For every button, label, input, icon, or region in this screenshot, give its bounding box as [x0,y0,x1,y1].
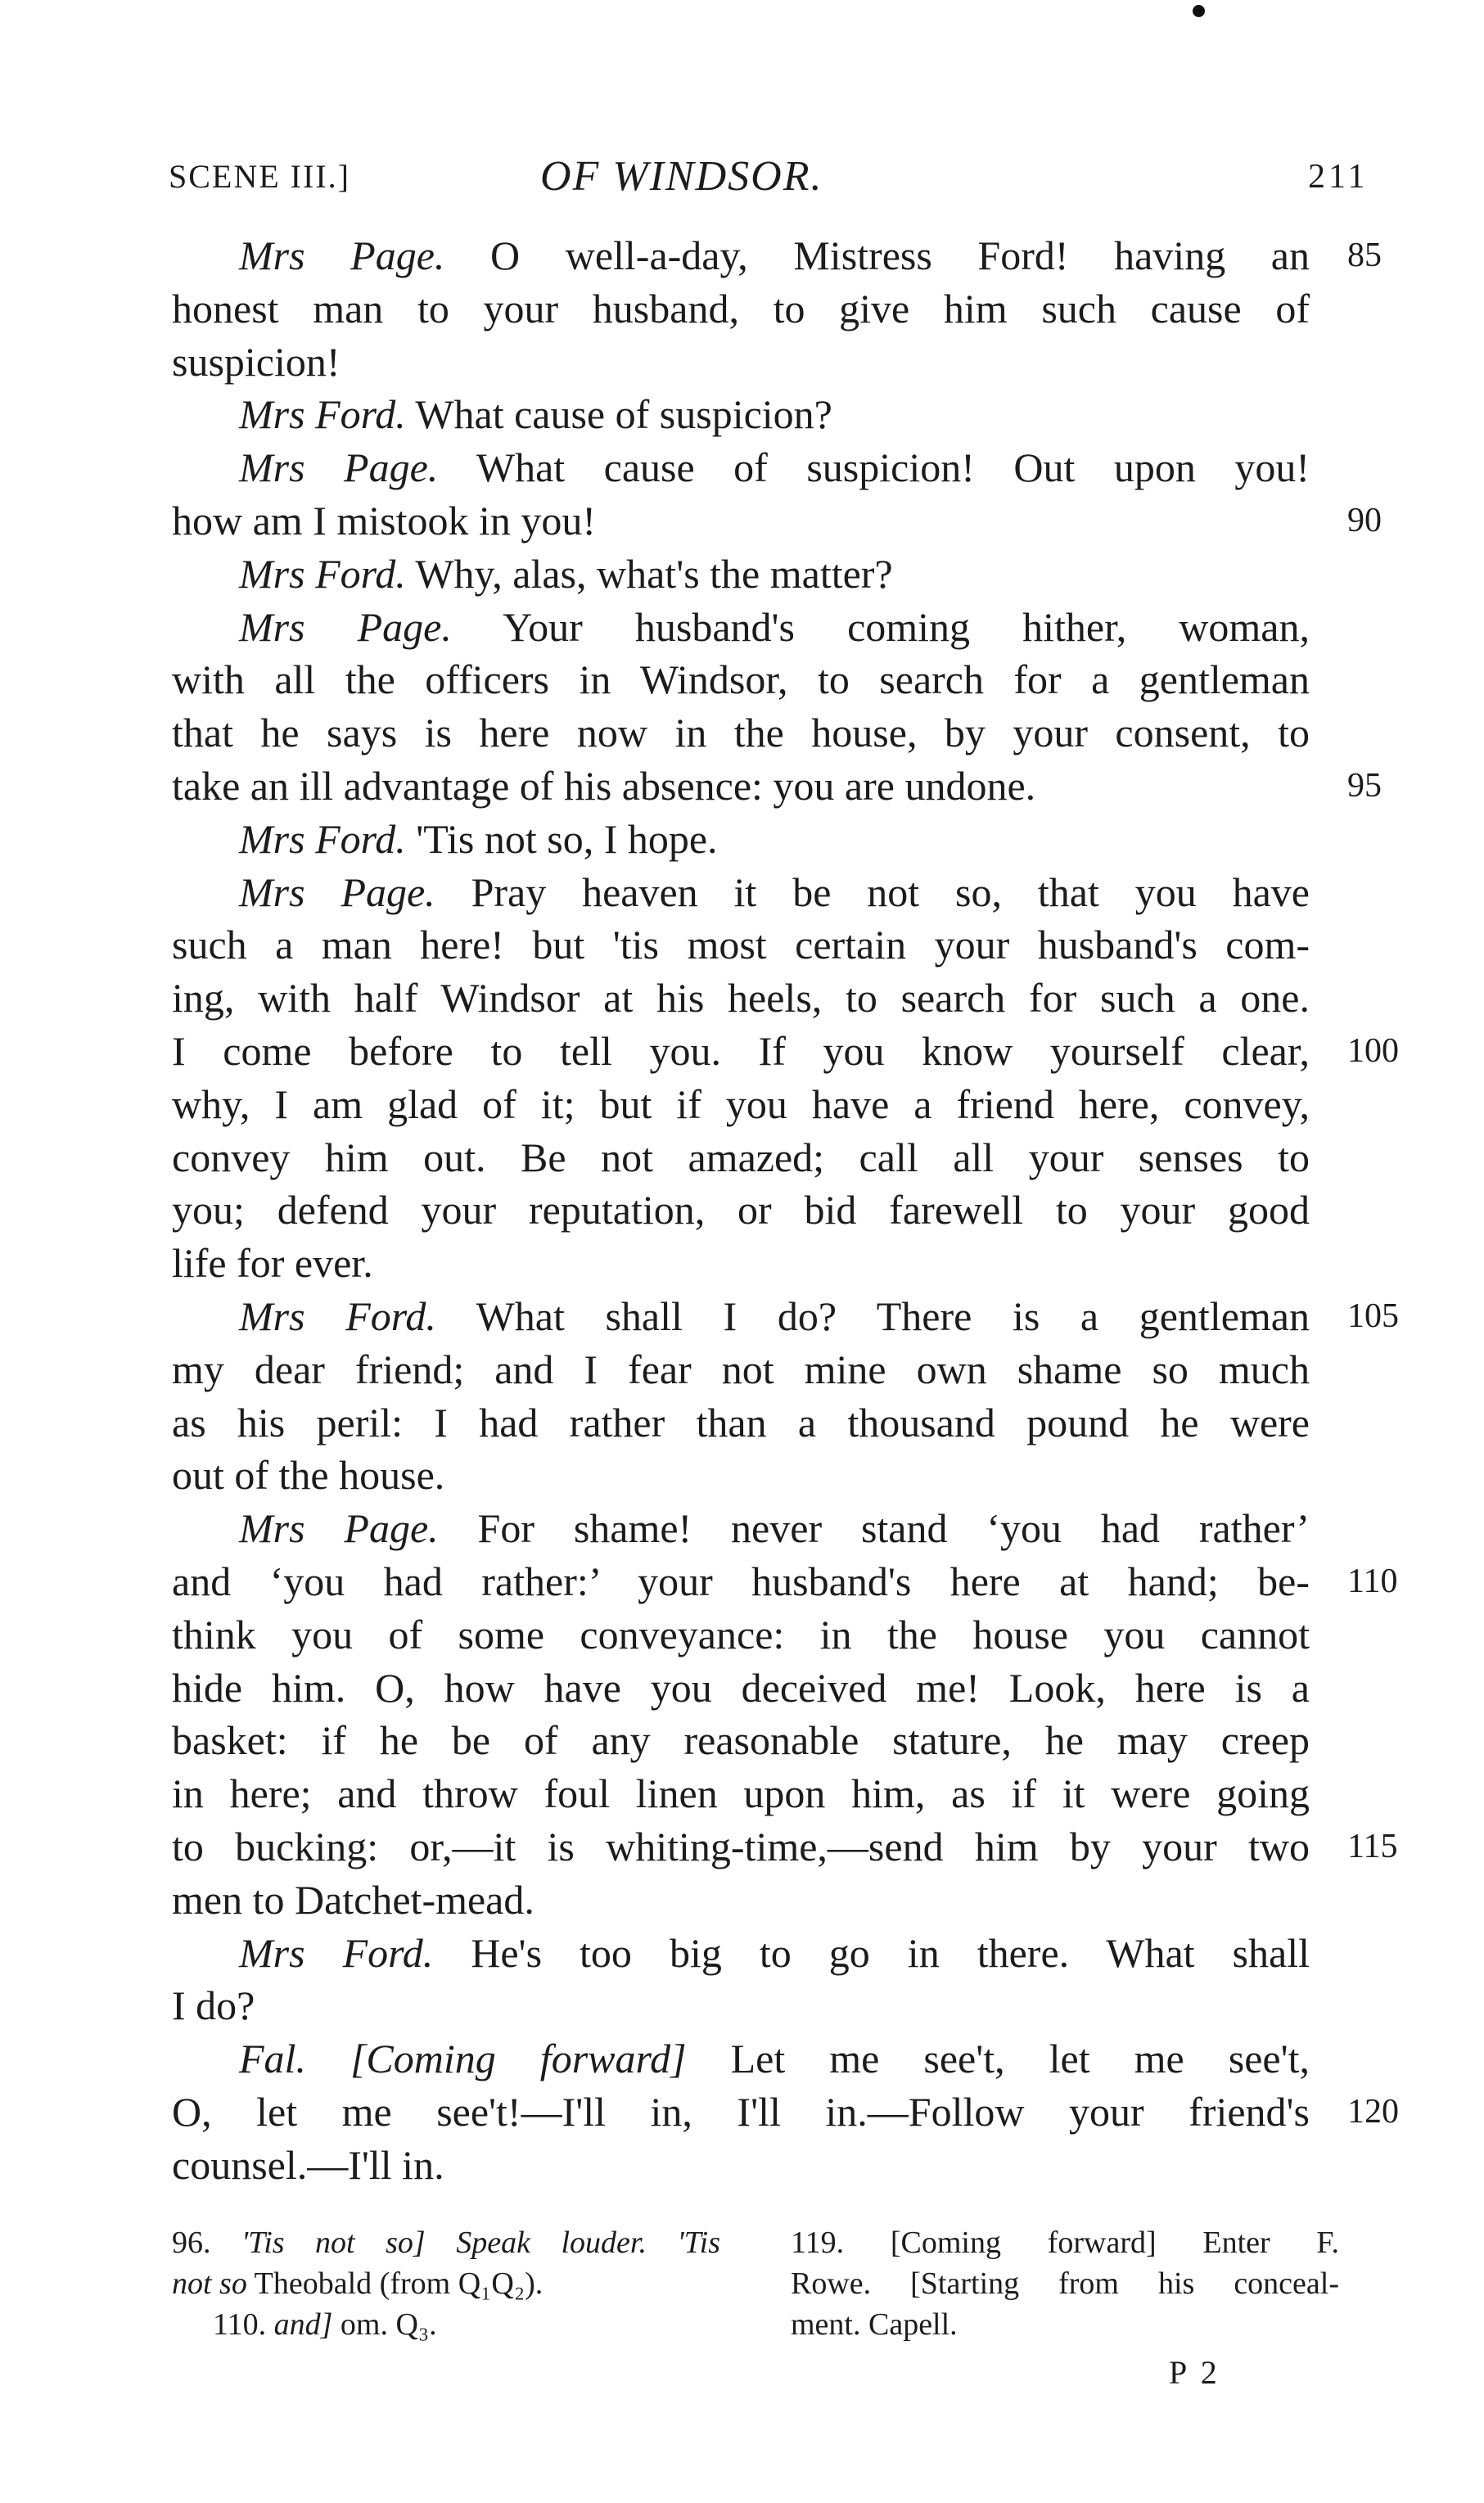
footnote-line [172,2304,720,2345]
line-text: take an ill advantage of his absence: you are undone. [172,762,1036,809]
scene-label: SCENE III.] [169,158,350,195]
line-text: life for ever. [172,1240,373,1287]
text-line [172,388,1310,441]
line-number: 120 [1347,2092,1399,2131]
speaker-name: Mrs Ford. [239,1292,436,1339]
running-header [0,153,1484,206]
speaker-name: Mrs Page. [239,868,435,915]
footnotes-left-column [172,2222,720,2345]
line-text: ing, with half Windsor at his heels, to search for such a one. [172,975,1310,1021]
line-text: O well-a-day, Mistress Ford! having an [444,232,1310,278]
speaker-name: Fal. [239,2036,306,2082]
text-line [172,1184,1310,1237]
speaker-name: Mrs Page. [239,603,452,650]
line-text: that he says is here now in the house, by your consent, to [172,710,1310,756]
text-line [172,1131,1310,1184]
footnote-line [172,2222,720,2263]
text-line [172,1449,1310,1502]
text-line [172,1767,1310,1820]
text-line [172,282,1310,336]
text-line [172,1927,1310,1980]
line-text: men to Datchet-mead. [172,1876,535,1923]
line-text: honest man to your husband, to give him such cause of [172,285,1310,331]
text-line [172,548,1310,601]
text-line [172,229,1382,282]
line-text: how am I mistook in you! [172,497,597,543]
line-text: What shall I do? There is a gentleman [435,1292,1310,1339]
text-line [172,2032,1310,2086]
line-text: with all the officers in Windsor, to search for a gentleman [172,656,1310,703]
footnote-italic: 'Tis not so] Speak louder. 'Tis [241,2226,721,2260]
text-line [172,653,1310,706]
speaker-name: Mrs Page. [239,1505,439,1552]
footnote-line: Rowe. [Starting from his conceal- [791,2266,1339,2301]
line-text: Let me see't, let me see't, [686,2036,1310,2082]
footnote-ref: 110. [213,2307,274,2342]
footnote-line: ment. Capell. [791,2307,958,2342]
text-line [172,1714,1310,1767]
text-line [172,336,1310,389]
text-line [172,1662,1310,1715]
line-text: such a man here! but 'tis most certain your husband's com- [172,922,1310,968]
line-text: out of the house. [172,1452,445,1499]
play-text [172,229,1399,2191]
speaker-name: Mrs Ford. [239,550,406,597]
footnote-line: 119. [Coming forward] Enter F. [791,2226,1339,2260]
text-line [172,1502,1310,1555]
speaker-name: Mrs Page. [239,232,445,278]
speaker-name: Mrs Ford. [239,815,406,862]
text-line [172,1290,1399,1343]
footnote-line [172,2263,720,2304]
line-text: 'Tis not so, I hope. [405,815,718,862]
line-number: 105 [1347,1297,1399,1335]
speaker-name: Mrs Ford. [239,1929,434,1976]
text-line [172,866,1310,919]
text-line [172,2086,1399,2139]
speaker-name: Mrs Ford. [239,391,406,438]
line-text: and ‘you had rather:’ your husband's here at hand; be- [172,1558,1310,1604]
ink-dot [1193,5,1205,17]
footnotes-right-column [791,2222,1339,2345]
line-text: in here; and throw foul linen upon him, as if it were going [172,1770,1310,1817]
footnote-italic: not so [172,2266,247,2301]
line-number: 110 [1347,1562,1398,1600]
signature-mark: P 2 [1169,2354,1220,2391]
line-text: convey him out. Be not amazed; call all your senses to [172,1134,1310,1180]
text-line [172,918,1310,972]
line-number: 115 [1347,1827,1398,1865]
line-text: to bucking: or,—it is whiting-time,—send him by your two [172,1823,1310,1869]
text-line [172,1078,1310,1131]
text-line [172,813,1310,866]
text-line [172,2139,1310,2192]
line-text: Your husband's coming hither, woman, [451,603,1310,650]
line-text: suspicion! [172,338,341,385]
text-line [172,494,1382,548]
line-text: O, let me see't!—I'll in, I'll in.—Follow your friend's [172,2088,1310,2135]
text-line [172,1979,1310,2032]
line-text: as his peril: I had rather than a thousand pound he were [172,1399,1310,1445]
text-line [172,1608,1310,1662]
speaker-name: Mrs Page. [239,444,439,491]
text-line [172,1874,1310,1927]
footnote-ref: 96. [172,2226,242,2260]
line-number: 85 [1347,237,1382,274]
footnote-text: om. Q₃. [332,2307,437,2342]
text-line [172,972,1310,1025]
line-text: basket: if he be of any reasonable stature, he may creep [172,1717,1310,1764]
line-text: think you of some conveyance: in the house you cannot [172,1611,1310,1657]
line-text: What cause of suspicion? [405,391,832,438]
footnote-italic: and] [273,2307,333,2342]
page-number: 211 [1308,158,1369,196]
line-text: What cause of suspicion! Out upon you! [438,444,1310,491]
text-line [172,1343,1310,1396]
footnote-text: Theobald (from Q₁Q₂). [246,2266,544,2301]
running-title: OF WINDSOR. [540,153,823,200]
line-text: why, I am glad of it; but if you have a friend here, convey, [172,1080,1310,1127]
line-number: 100 [1347,1031,1399,1070]
text-line [172,441,1310,494]
text-line [172,1820,1398,1874]
line-number: 95 [1347,766,1382,805]
text-line [172,601,1310,654]
line-text: counsel.—I'll in. [172,2141,444,2188]
stage-direction: [Coming forward] [350,2036,687,2082]
text-line [172,760,1382,813]
text-line [172,706,1310,760]
line-text: For shame! never stand ‘you had rather’ [438,1505,1310,1552]
line-text: Pray heaven it be not so, that you have [435,868,1310,915]
line-text: He's too big to go in there. What shall [433,1929,1310,1976]
text-line [172,1025,1399,1078]
line-text: I do? [172,1982,255,2029]
line-text: I come before to tell you. If you know yourself clear, [172,1027,1310,1074]
text-line [172,1396,1310,1450]
text-line [172,1555,1398,1608]
line-text: my dear friend; and I fear not mine own shame so much [172,1346,1310,1392]
line-number: 90 [1347,501,1382,539]
text-line [172,1237,1310,1290]
line-text: Why, alas, what's the matter? [405,550,893,597]
line-text: you; defend your reputation, or bid farewell to your good [172,1187,1310,1233]
line-text: hide him. O, how have you deceived me! Look, here is a [172,1664,1310,1711]
